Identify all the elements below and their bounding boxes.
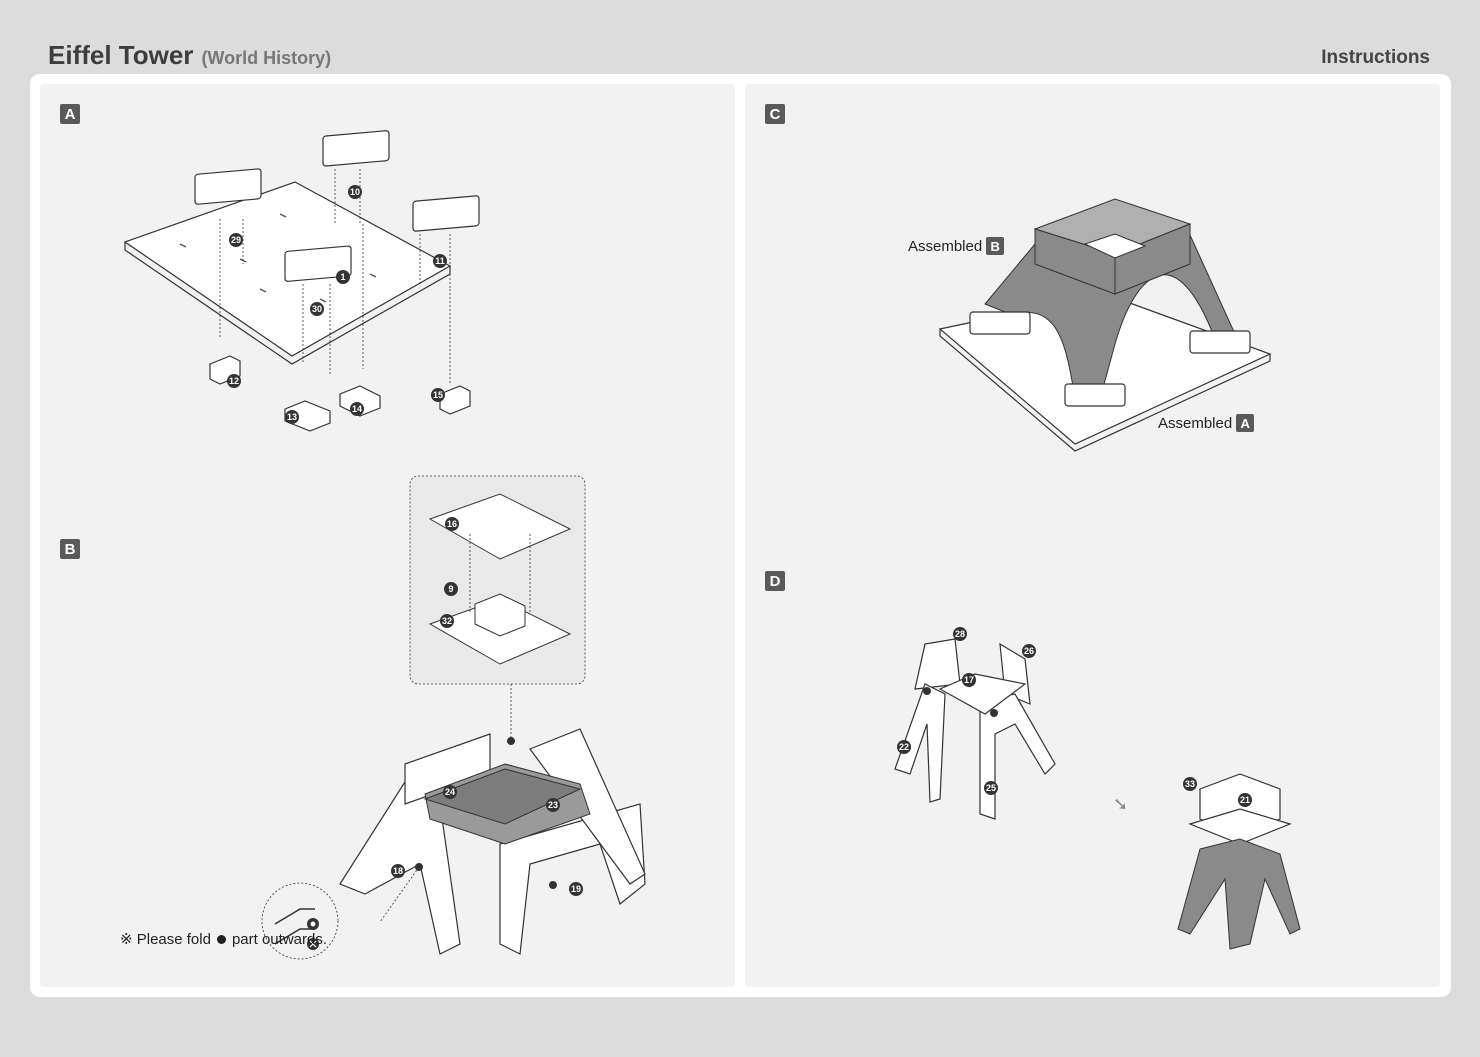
part-33-label: 33 xyxy=(1184,779,1196,789)
fold-dot-icon xyxy=(217,935,226,944)
part-22-label: 22 xyxy=(898,742,910,752)
assembled-a-text: Assembled xyxy=(1158,414,1233,432)
part-21-label: 21 xyxy=(1239,795,1251,805)
assembled-b-badge: B xyxy=(986,237,1004,255)
step-d-badge: D xyxy=(765,571,785,591)
fold-note xyxy=(120,930,327,948)
part-12-label: 12 xyxy=(228,376,240,386)
part-25-label: 25 xyxy=(985,783,997,793)
arrow-icon: ➘ xyxy=(1113,794,1129,814)
fold-note-suffix: part outwards. xyxy=(231,930,327,948)
part-18-label: 18 xyxy=(392,866,404,876)
assembled-b-text: Assembled xyxy=(908,237,983,255)
page-title xyxy=(48,40,331,71)
title-text: Eiffel Tower xyxy=(48,40,194,70)
assembled-b-label xyxy=(908,237,1004,255)
instruction-sheet xyxy=(30,74,1451,997)
panel-steps-a-b xyxy=(40,84,735,987)
step-b-badge: B xyxy=(60,539,80,559)
part-28-label: 28 xyxy=(954,629,966,639)
part-32-label: 32 xyxy=(441,616,453,626)
subtitle-text: (World History) xyxy=(201,48,332,68)
part-17-label: 17 xyxy=(963,675,975,685)
part-29-label: 29 xyxy=(230,235,242,245)
part-1-label: 1 xyxy=(340,272,346,282)
part-13-label: 13 xyxy=(286,412,298,422)
part-30-label: 30 xyxy=(311,304,323,314)
assembled-a-badge: A xyxy=(1236,414,1254,432)
instructions-label: Instructions xyxy=(1321,47,1430,68)
part-10-label: 10 xyxy=(349,187,361,197)
step-d-legs-diagram xyxy=(885,624,1065,824)
part-9-label: 9 xyxy=(448,584,454,594)
part-24-label: 24 xyxy=(444,787,456,797)
part-23-label: 23 xyxy=(547,800,559,810)
part-19-label: 19 xyxy=(570,884,582,894)
part-16-label: 16 xyxy=(446,519,458,529)
fold-note-prefix: ※ Please fold xyxy=(120,931,211,948)
step-d-top-diagram xyxy=(1170,769,1310,959)
step-a-badge: A xyxy=(60,104,80,124)
step-a-diagram xyxy=(120,124,480,422)
part-15-label: 15 xyxy=(432,390,444,400)
assembled-a-label xyxy=(1158,414,1254,432)
step-b-diagram xyxy=(260,474,680,974)
step-c-badge: C xyxy=(765,104,785,124)
part-14-label: 14 xyxy=(351,404,363,414)
part-11-label: 11 xyxy=(435,256,445,266)
panel-steps-c-d xyxy=(745,84,1440,987)
part-26-label: 26 xyxy=(1023,646,1035,656)
